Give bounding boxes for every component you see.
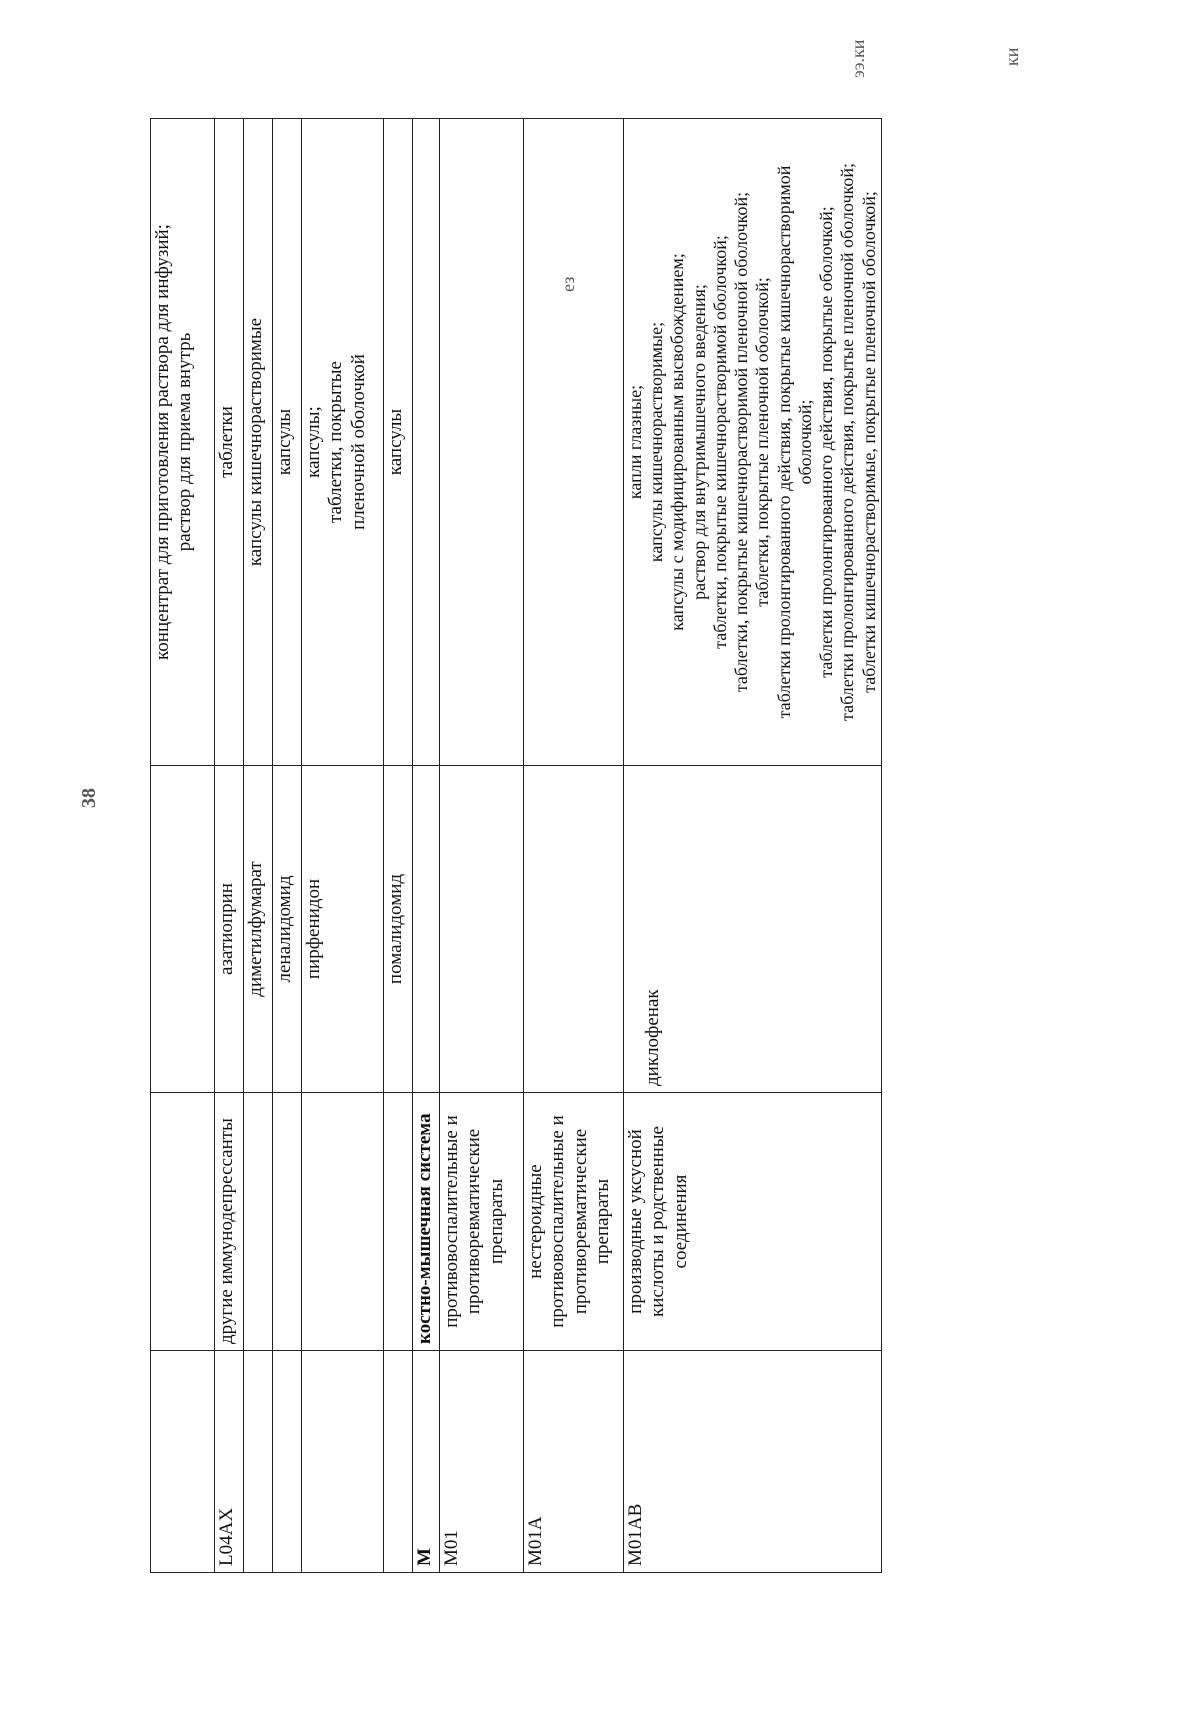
top-mark: ез (558, 276, 578, 292)
code-cell: M01AB (624, 1351, 882, 1573)
table-row (524, 119, 624, 1573)
drug-cell: пирфенидон (302, 766, 384, 1093)
rotated-page (150, 119, 885, 1573)
drug-cell: помалидомид (384, 766, 413, 1093)
group-cell (244, 1093, 273, 1351)
code-cell: M01A (524, 1351, 624, 1573)
code-cell: M (413, 1351, 440, 1573)
code-cell: L04AX (215, 1351, 244, 1573)
right-mark-2: ки (1002, 47, 1022, 66)
drug-cell: леналидомид (273, 766, 302, 1093)
drug-cell (524, 766, 624, 1093)
forms-cell: капсулы (273, 119, 302, 766)
group-cell (302, 1093, 384, 1351)
code-cell (151, 1351, 215, 1573)
code-cell (302, 1351, 384, 1573)
table-row (215, 119, 244, 1573)
page-number: 38 (78, 788, 100, 808)
group-cell (384, 1093, 413, 1351)
drug-cell (151, 766, 215, 1093)
forms-cell: капли глазные; капсулы кишечнорастворимые; капсулы с модифицированным высвобождением; раствор для внутримышечного введения; таблетки, покрытые кишечнорастворимой оболочкой; таблетки, покрытые кишечнорастворимой пленочной оболочкой; таблетки, покрытые пленочной оболочкой; таблетки пролонгированного действия, покрытые кишечнорастворимой оболочкой; таблетки пролонгированного действия, покрытые оболочкой; таблетки пролонгированного действия, покрытые пленочной оболочкой; таблетки кишечнорастворимые, покрытые пленочной оболочкой; (624, 119, 882, 766)
forms-cell: капсулы (384, 119, 413, 766)
table-row (624, 119, 882, 1573)
group-cell: производные уксусной кислоты и родственные соединения (624, 1093, 882, 1351)
medicines-table (150, 118, 882, 1573)
group-cell: нестероидные противовоспалительные и противоревматические препараты (524, 1093, 624, 1351)
table-row (413, 119, 440, 1573)
forms-cell: капсулы; таблетки, покрытые пленочной оболочкой (302, 119, 384, 766)
code-cell: M01 (440, 1351, 524, 1573)
drug-cell (413, 766, 440, 1093)
code-cell (244, 1351, 273, 1573)
group-cell: другие иммунодепрессанты (215, 1093, 244, 1351)
group-cell: противовоспалительные и противоревматические препараты (440, 1093, 524, 1351)
code-cell (384, 1351, 413, 1573)
forms-cell (413, 119, 440, 766)
right-mark-1: ээ.ки (848, 39, 868, 78)
table-row (440, 119, 524, 1573)
forms-cell: капсулы кишечнорастворимые (244, 119, 273, 766)
table-row (384, 119, 413, 1573)
forms-cell (440, 119, 524, 766)
drug-cell (440, 766, 524, 1093)
drug-cell: диметилфумарат (244, 766, 273, 1093)
forms-cell: таблетки (215, 119, 244, 766)
group-cell (273, 1093, 302, 1351)
drug-cell: диклофенак (624, 766, 882, 1093)
forms-cell: концентрат для приготовления раствора для инфузий; раствор для приема внутрь (151, 119, 215, 766)
table-row (273, 119, 302, 1573)
forms-cell (524, 119, 624, 766)
drug-cell: азатиоприн (215, 766, 244, 1093)
group-cell (151, 1093, 215, 1351)
code-cell (273, 1351, 302, 1573)
group-cell: костно-мышечная система (413, 1093, 440, 1351)
table-row (151, 119, 215, 1573)
table-row (302, 119, 384, 1573)
table-row (244, 119, 273, 1573)
